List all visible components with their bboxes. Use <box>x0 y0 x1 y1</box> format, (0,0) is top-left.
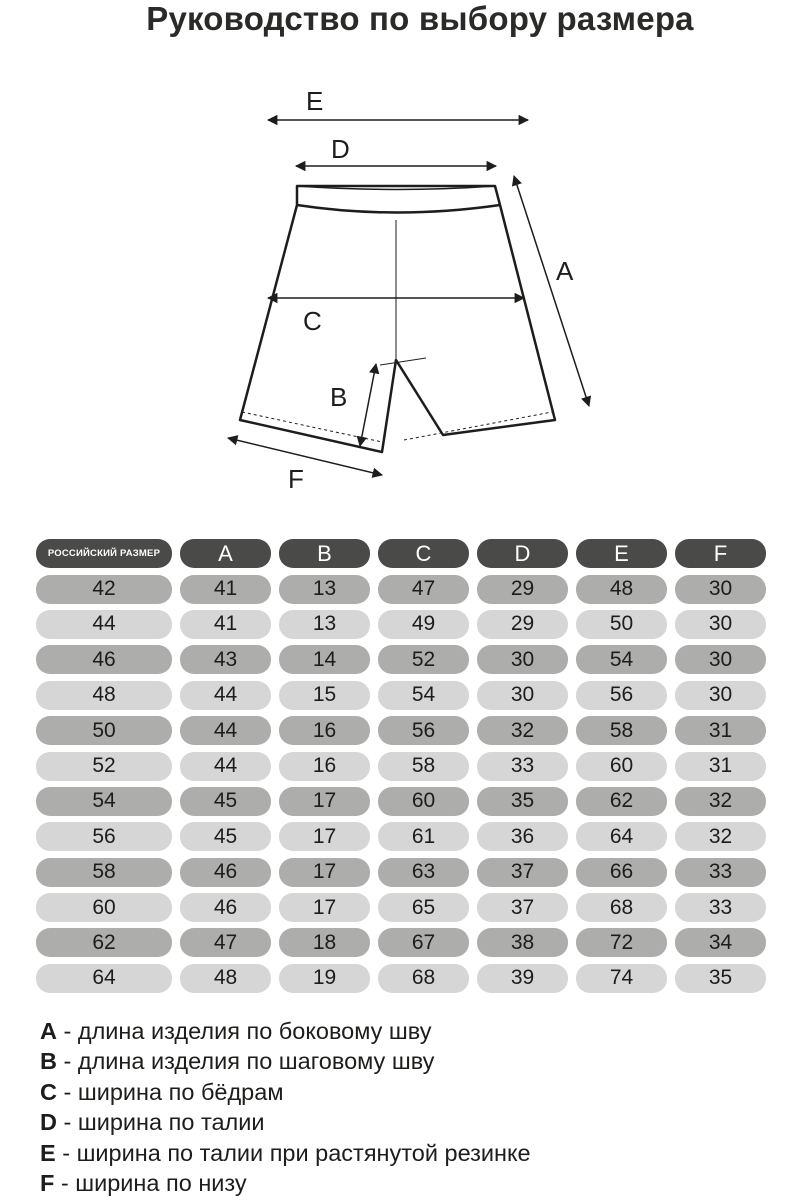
cell-a: 44 <box>180 681 271 710</box>
cell-f: 31 <box>675 716 766 745</box>
cell-size: 54 <box>36 787 172 816</box>
cell-e: 64 <box>576 822 667 851</box>
cell-e: 72 <box>576 928 667 957</box>
cell-c: 49 <box>378 610 469 639</box>
cell-c: 65 <box>378 893 469 922</box>
cell-a: 44 <box>180 716 271 745</box>
header-f: F <box>675 539 766 568</box>
cell-b: 19 <box>279 964 370 993</box>
legend-key: A <box>40 1018 57 1044</box>
cell-f: 30 <box>675 610 766 639</box>
cell-f: 30 <box>675 681 766 710</box>
legend-text: - ширина по бёдрам <box>56 1078 284 1105</box>
cell-e: 68 <box>576 893 667 922</box>
cell-f: 32 <box>675 822 766 851</box>
legend-item-b <box>40 1046 531 1076</box>
cell-size: 52 <box>36 752 172 781</box>
header-e: E <box>576 539 667 568</box>
shorts-diagram-svg <box>200 80 620 500</box>
cell-c: 47 <box>378 575 469 604</box>
cell-c: 63 <box>378 858 469 887</box>
cell-a: 46 <box>180 858 271 887</box>
cell-e: 56 <box>576 681 667 710</box>
cell-a: 45 <box>180 822 271 851</box>
cell-d: 29 <box>477 610 568 639</box>
cell-a: 46 <box>180 893 271 922</box>
label-a: A <box>556 256 574 286</box>
table-row <box>36 819 766 854</box>
table-row <box>36 748 766 783</box>
cell-d: 29 <box>477 575 568 604</box>
cell-d: 37 <box>477 893 568 922</box>
legend-item-c <box>40 1077 531 1107</box>
legend-key: F <box>40 1170 55 1197</box>
measurement-legend <box>40 1016 531 1198</box>
legend-key: D <box>40 1109 57 1136</box>
cell-d: 33 <box>477 752 568 781</box>
label-b: B <box>330 382 348 412</box>
cell-a: 41 <box>180 610 271 639</box>
size-chart-table <box>36 536 766 996</box>
cell-size: 62 <box>36 928 172 957</box>
cell-d: 36 <box>477 822 568 851</box>
header-russian-size: РОССИЙСКИЙ РАЗМЕР <box>36 539 172 568</box>
table-row <box>36 642 766 677</box>
cell-b: 16 <box>279 716 370 745</box>
cell-c: 58 <box>378 752 469 781</box>
cell-a: 48 <box>180 964 271 993</box>
cell-b: 17 <box>279 822 370 851</box>
legend-key: E <box>40 1139 56 1166</box>
cell-f: 35 <box>675 964 766 993</box>
cell-b: 17 <box>279 858 370 887</box>
cell-c: 60 <box>378 787 469 816</box>
cell-e: 62 <box>576 787 667 816</box>
legend-text: - ширина по талии <box>56 1109 265 1136</box>
table-row <box>36 784 766 819</box>
cell-b: 13 <box>279 575 370 604</box>
cell-size: 60 <box>36 893 172 922</box>
cell-c: 67 <box>378 928 469 957</box>
cell-e: 74 <box>576 964 667 993</box>
cell-b: 17 <box>279 787 370 816</box>
cell-d: 38 <box>477 928 568 957</box>
cell-d: 32 <box>477 716 568 745</box>
cell-a: 43 <box>180 645 271 674</box>
cell-size: 50 <box>36 716 172 745</box>
table-row <box>36 961 766 996</box>
cell-d: 35 <box>477 787 568 816</box>
header-a: A <box>180 539 271 568</box>
legend-key: C <box>40 1078 57 1105</box>
label-f: F <box>288 464 304 494</box>
cell-a: 41 <box>180 575 271 604</box>
table-row <box>36 890 766 925</box>
cell-b: 18 <box>279 928 370 957</box>
cell-b: 17 <box>279 893 370 922</box>
cell-f: 32 <box>675 787 766 816</box>
cell-d: 30 <box>477 681 568 710</box>
cell-f: 30 <box>675 575 766 604</box>
cell-a: 45 <box>180 787 271 816</box>
cell-d: 37 <box>477 858 568 887</box>
cell-f: 33 <box>675 893 766 922</box>
table-header-row <box>36 536 766 571</box>
legend-text: - длина изделия по шаговому шву <box>56 1048 435 1075</box>
cell-e: 48 <box>576 575 667 604</box>
legend-item-d <box>40 1107 531 1137</box>
legend-item-f <box>40 1168 531 1198</box>
cell-b: 13 <box>279 610 370 639</box>
cell-f: 30 <box>675 645 766 674</box>
cell-e: 58 <box>576 716 667 745</box>
legend-item-a <box>40 1016 531 1046</box>
table-row <box>36 855 766 890</box>
shorts-outline <box>240 186 555 452</box>
cell-e: 60 <box>576 752 667 781</box>
cell-size: 64 <box>36 964 172 993</box>
cell-b: 16 <box>279 752 370 781</box>
cell-c: 68 <box>378 964 469 993</box>
header-b: B <box>279 539 370 568</box>
cell-e: 50 <box>576 610 667 639</box>
header-d: D <box>477 539 568 568</box>
cell-c: 56 <box>378 716 469 745</box>
cell-size: 48 <box>36 681 172 710</box>
label-d: D <box>331 134 350 164</box>
table-row <box>36 925 766 960</box>
legend-key: B <box>40 1048 57 1075</box>
cell-e: 66 <box>576 858 667 887</box>
cell-f: 31 <box>675 752 766 781</box>
legend-text: - ширина по низу <box>54 1170 247 1197</box>
legend-text: - длина изделия по боковому шву <box>56 1018 432 1044</box>
table-row <box>36 713 766 748</box>
label-c: C <box>303 306 322 336</box>
legend-item-e <box>40 1138 531 1168</box>
table-row <box>36 607 766 642</box>
cell-d: 30 <box>477 645 568 674</box>
cell-c: 54 <box>378 681 469 710</box>
label-e: E <box>306 86 324 116</box>
cell-e: 54 <box>576 645 667 674</box>
cell-size: 42 <box>36 575 172 604</box>
cell-size: 44 <box>36 610 172 639</box>
page-title: Руководство по выбору размера <box>146 0 694 37</box>
cell-c: 52 <box>378 645 469 674</box>
legend-text: - ширина по талии при растянутой резинке <box>55 1139 531 1166</box>
cell-f: 34 <box>675 928 766 957</box>
cell-b: 14 <box>279 645 370 674</box>
cell-c: 61 <box>378 822 469 851</box>
cell-size: 46 <box>36 645 172 674</box>
cell-size: 58 <box>36 858 172 887</box>
table-row <box>36 571 766 606</box>
cell-a: 47 <box>180 928 271 957</box>
cell-d: 39 <box>477 964 568 993</box>
header-c: C <box>378 539 469 568</box>
cell-a: 44 <box>180 752 271 781</box>
table-row <box>36 678 766 713</box>
shorts-measurement-diagram <box>200 80 620 500</box>
cell-f: 33 <box>675 858 766 887</box>
cell-b: 15 <box>279 681 370 710</box>
cell-size: 56 <box>36 822 172 851</box>
